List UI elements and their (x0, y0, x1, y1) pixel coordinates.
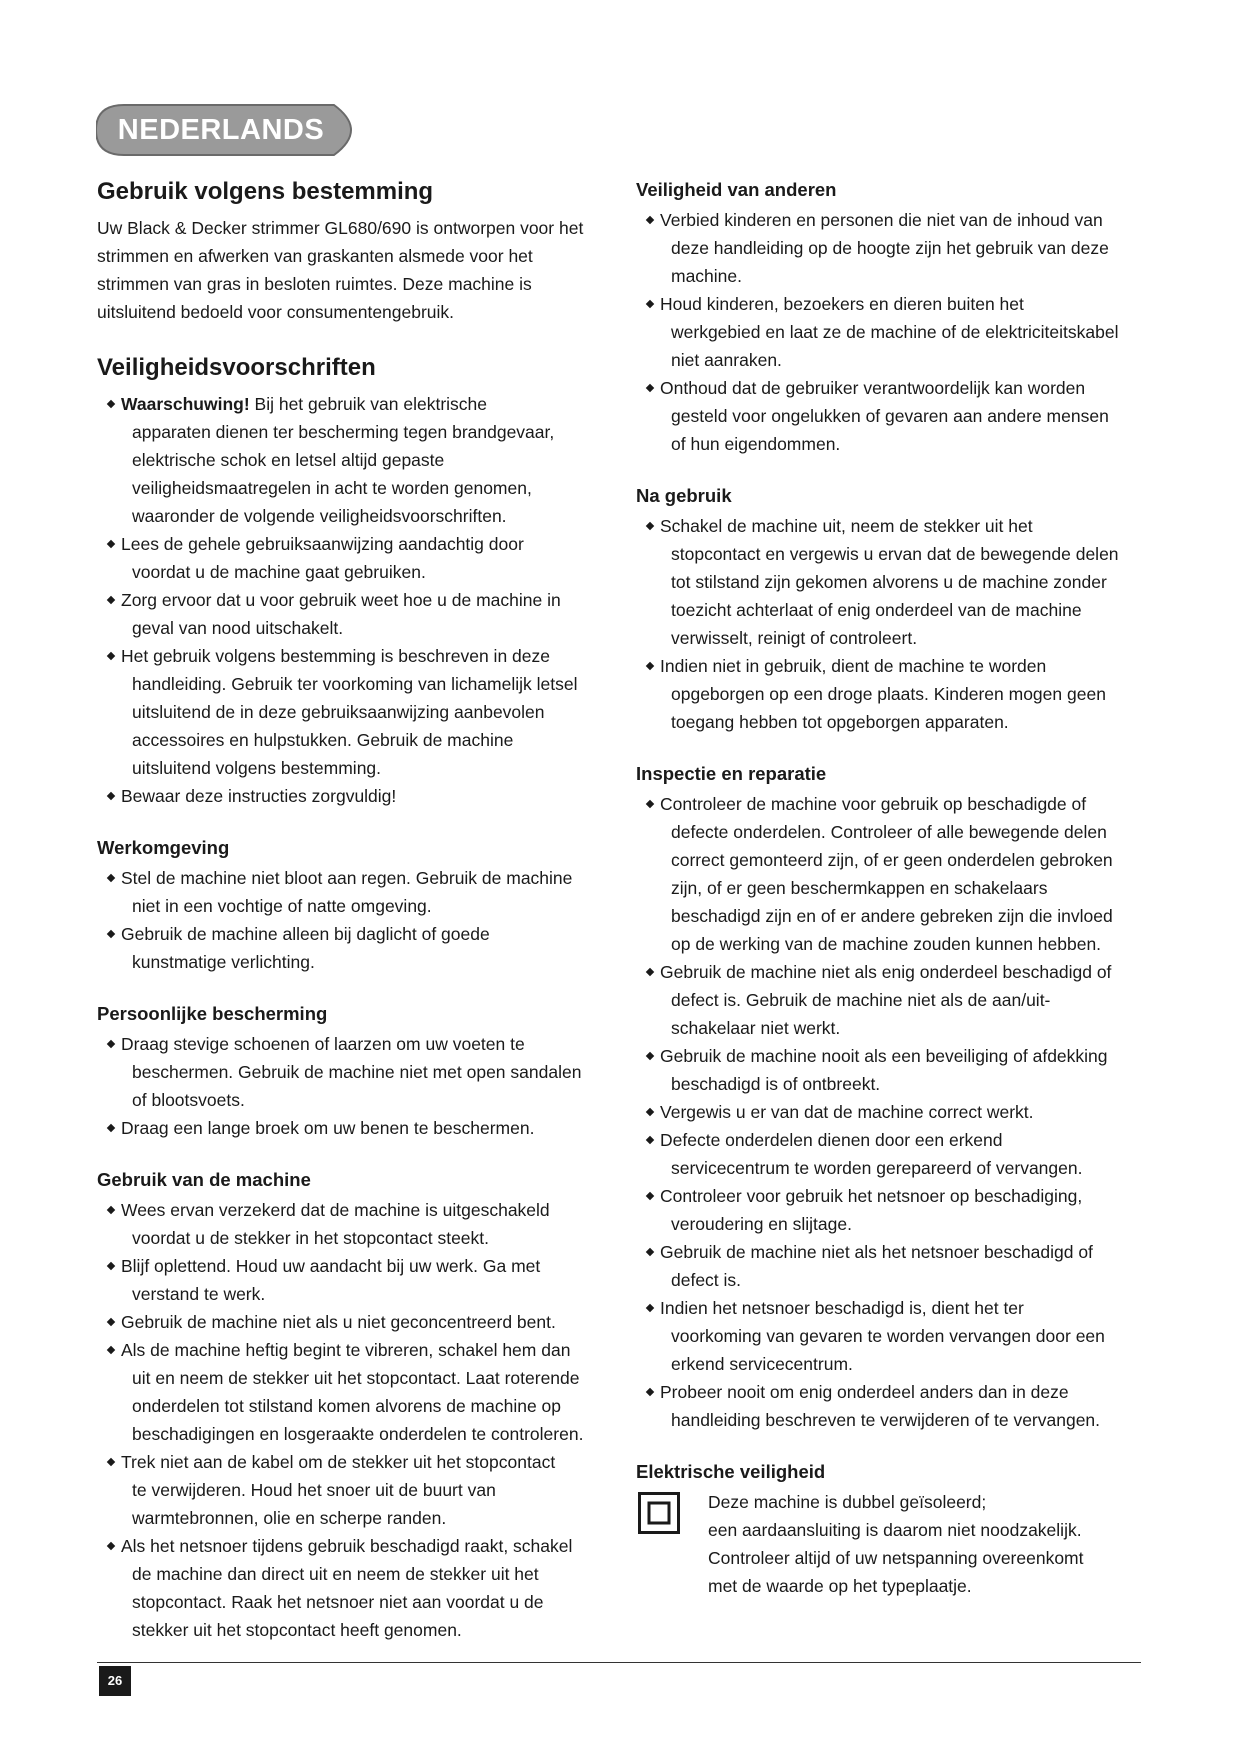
bullet-icon (107, 400, 115, 408)
list-item: Wees ervan verzekerd dat de machine is uitgeschakeld voordat u de stekker in het stopcontact steekt. (97, 1196, 617, 1252)
section-safety (97, 354, 617, 810)
list-item: Houd kinderen, bezoekers en dieren buiten het werkgebied en laat ze de machine of de elektriciteitskabel niet aanraken. (636, 290, 1146, 374)
list-item: Het gebruik volgens bestemming is beschreven in deze handleiding. Gebruik ter voorkoming van lichamelijk letsel uitsluitend de in deze gebruiksaanwijzing aanbevolen accessoires en hulpstukken. Gebruik de machine uitsluitend volgens bestemming. (97, 642, 617, 782)
bullet-icon (646, 216, 654, 224)
list-item: Probeer nooit om enig onderdeel anders dan in deze handleiding beschreven te verwijderen of te vervangen. (636, 1378, 1146, 1434)
section-title-operation: Gebruik van de machine (97, 1169, 311, 1190)
list-item: Gebruik de machine niet als enig onderdeel beschadigd of defect is. Gebruik de machine niet als de aan/uit- schakelaar niet werkt. (636, 958, 1146, 1042)
list-item: Zorg ervoor dat u voor gebruik weet hoe u de machine in geval van nood uitschakelt. (97, 586, 617, 642)
list-item: Lees de gehele gebruiksaanwijzing aandachtig door voordat u de machine gaat gebruiken. (97, 530, 617, 586)
list-item: Controleer de machine voor gebruik op beschadigde of defecte onderdelen. Controleer of alle bewegende delen correct gemonteerd zijn, of er geen onderdelen gebroken zijn, of er geen beschermkappen en schakelaars beschadigd zijn en of er andere gebreken zijn die invloed op de werking van de machine zouden kunnen hebben. (636, 790, 1146, 958)
bullet-icon (646, 1388, 654, 1396)
bullet-icon (107, 1262, 115, 1270)
section-title-work-area: Werkomgeving (97, 837, 230, 858)
list-item: Onthoud dat de gebruiker verantwoordelijk kan worden gesteld voor ongelukken of gevaren aan andere mensen of hun eigendommen. (636, 374, 1146, 458)
work-area-list (97, 864, 617, 976)
footer-divider (97, 1662, 1141, 1663)
bullet-icon (646, 968, 654, 976)
section-electrical-safety (636, 1460, 1146, 1600)
bullet-icon (646, 384, 654, 392)
list-item: Gebruik de machine niet als u niet geconcentreerd bent. (97, 1308, 617, 1336)
bullet-icon (107, 1318, 115, 1326)
bullet-icon (646, 1192, 654, 1200)
left-column (97, 178, 617, 1644)
list-item: Stel de machine niet bloot aan regen. Gebruik de machine niet in een vochtige of natte omgeving. (97, 864, 617, 920)
section-title-personal-protection: Persoonlijke bescherming (97, 1003, 328, 1024)
section-title-inspection: Inspectie en reparatie (636, 763, 827, 784)
bullet-icon (107, 1542, 115, 1550)
bullet-icon (646, 1304, 654, 1312)
page-number: 26 (99, 1666, 131, 1696)
bullet-icon (646, 300, 654, 308)
section-intended-use (97, 178, 617, 326)
list-item: Indien niet in gebruik, dient de machine te worden opgeborgen op een droge plaats. Kinderen mogen geen toegang hebben tot opgeborgen apparaten. (636, 652, 1146, 736)
bullet-icon (646, 522, 654, 530)
list-item: Verbied kinderen en personen die niet van de inhoud van deze handleiding op de hoogte zijn het gebruik van deze machine. (636, 206, 1146, 290)
list-item: Trek niet aan de kabel om de stekker uit het stopcontact te verwijderen. Houd het snoer uit de buurt van warmtebronnen, olie en scherpe randen. (97, 1448, 617, 1532)
after-use-list (636, 512, 1146, 736)
operation-list (97, 1196, 617, 1644)
personal-protection-list (97, 1030, 617, 1142)
electrical-safety-block (636, 1488, 1146, 1600)
section-others-safety (636, 178, 1146, 458)
section-title-safety: Veiligheidsvoorschriften (97, 354, 376, 381)
bullet-icon (646, 662, 654, 670)
list-item: Gebruik de machine nooit als een beveiliging of afdekking beschadigd is of ontbreekt. (636, 1042, 1146, 1098)
inspection-list (636, 790, 1146, 1434)
section-personal-protection (97, 1002, 617, 1142)
section-title-others-safety: Veiligheid van anderen (636, 179, 837, 200)
list-item: Draag een lange broek om uw benen te beschermen. (97, 1114, 617, 1142)
section-title-after-use: Na gebruik (636, 485, 732, 506)
bullet-icon (107, 652, 115, 660)
list-item: Controleer voor gebruik het netsnoer op beschadiging, veroudering en slijtage. (636, 1182, 1146, 1238)
bullet-icon (107, 1040, 115, 1048)
bullet-icon (107, 1346, 115, 1354)
list-item: Indien het netsnoer beschadigd is, dient het ter voorkoming van gevaren te worden vervangen door een erkend servicecentrum. (636, 1294, 1146, 1378)
bullet-icon (107, 1206, 115, 1214)
section-after-use (636, 484, 1146, 736)
bullet-icon (107, 874, 115, 882)
bullet-icon (107, 930, 115, 938)
language-badge (96, 102, 376, 158)
safety-list (97, 390, 617, 810)
list-item: Als het netsnoer tijdens gebruik beschadigd raakt, schakel de machine dan direct uit en neem de stekker uit het stopcontact. Raak het netsnoer niet aan voordat u de stekker uit het stopcontact heeft genomen. (97, 1532, 617, 1644)
bullet-icon (646, 1052, 654, 1060)
list-item: Blijf oplettend. Houd uw aandacht bij uw werk. Ga met verstand te werk. (97, 1252, 617, 1308)
list-item: Vergewis u er van dat de machine correct werkt. (636, 1098, 1146, 1126)
list-item: Gebruik de machine niet als het netsnoer beschadigd of defect is. (636, 1238, 1146, 1294)
bullet-icon (646, 800, 654, 808)
bullet-icon (107, 792, 115, 800)
section-title-electrical-safety: Elektrische veiligheid (636, 1461, 826, 1482)
list-item: Bewaar deze instructies zorgvuldig! (97, 782, 617, 810)
bullet-icon (646, 1108, 654, 1116)
list-item: Draag stevige schoenen of laarzen om uw voeten te beschermen. Gebruik de machine niet met open sandalen of blootsvoets. (97, 1030, 617, 1114)
electrical-safety-text: Deze machine is dubbel geïsoleerd; een aardaansluiting is daarom niet noodzakelijk. Controleer altijd of uw netspanning overeenkomt met de waarde op het typeplaatje. (708, 1492, 1084, 1596)
section-operation (97, 1168, 617, 1644)
list-item: Defecte onderdelen dienen door een erkend servicecentrum te worden gerepareerd of vervangen. (636, 1126, 1146, 1182)
section-work-area (97, 836, 617, 976)
intended-use-text: Uw Black & Decker strimmer GL680/690 is ontworpen voor het strimmen en afwerken van graskanten alsmede voor het strimmen van gras in besloten ruimtes. Deze machine is uitsluitend bedoeld voor consumentengebruik. (97, 218, 584, 322)
others-safety-list (636, 206, 1146, 458)
warning-label: Waarschuwing! (121, 394, 250, 414)
bullet-icon (107, 1458, 115, 1466)
bullet-icon (107, 540, 115, 548)
right-column (636, 178, 1146, 1600)
section-title-intended-use: Gebruik volgens bestemming (97, 178, 434, 205)
bullet-icon (646, 1136, 654, 1144)
list-item: Schakel de machine uit, neem de stekker uit het stopcontact en vergewis u ervan dat de bewegende delen tot stilstand zijn gekomen alvorens u de machine zonder toezicht achterlaat of enig onderdeel van de machine verwisselt, reinigt of controleert. (636, 512, 1146, 652)
list-item: Gebruik de machine alleen bij daglicht of goede kunstmatige verlichting. (97, 920, 617, 976)
section-inspection (636, 762, 1146, 1434)
bullet-icon (107, 1124, 115, 1132)
list-item: Als de machine heftig begint te vibreren, schakel hem dan uit en neem de stekker uit het stopcontact. Laat roterende onderdelen tot stilstand komen alvorens de machine op beschadigingen en losgeraakte onderdelen te controleren. (97, 1336, 617, 1448)
double-insulation-icon (638, 1492, 680, 1534)
language-label: NEDERLANDS (117, 114, 325, 146)
bullet-icon (646, 1248, 654, 1256)
list-item: Waarschuwing! Bij het gebruik van elektrische apparaten dienen ter bescherming tegen brandgevaar, elektrische schok en letsel altijd gepaste veiligheidsmaatregelen in acht te worden genomen, waaronder de volgende veiligheidsvoorschriften. (97, 390, 617, 530)
bullet-icon (107, 596, 115, 604)
